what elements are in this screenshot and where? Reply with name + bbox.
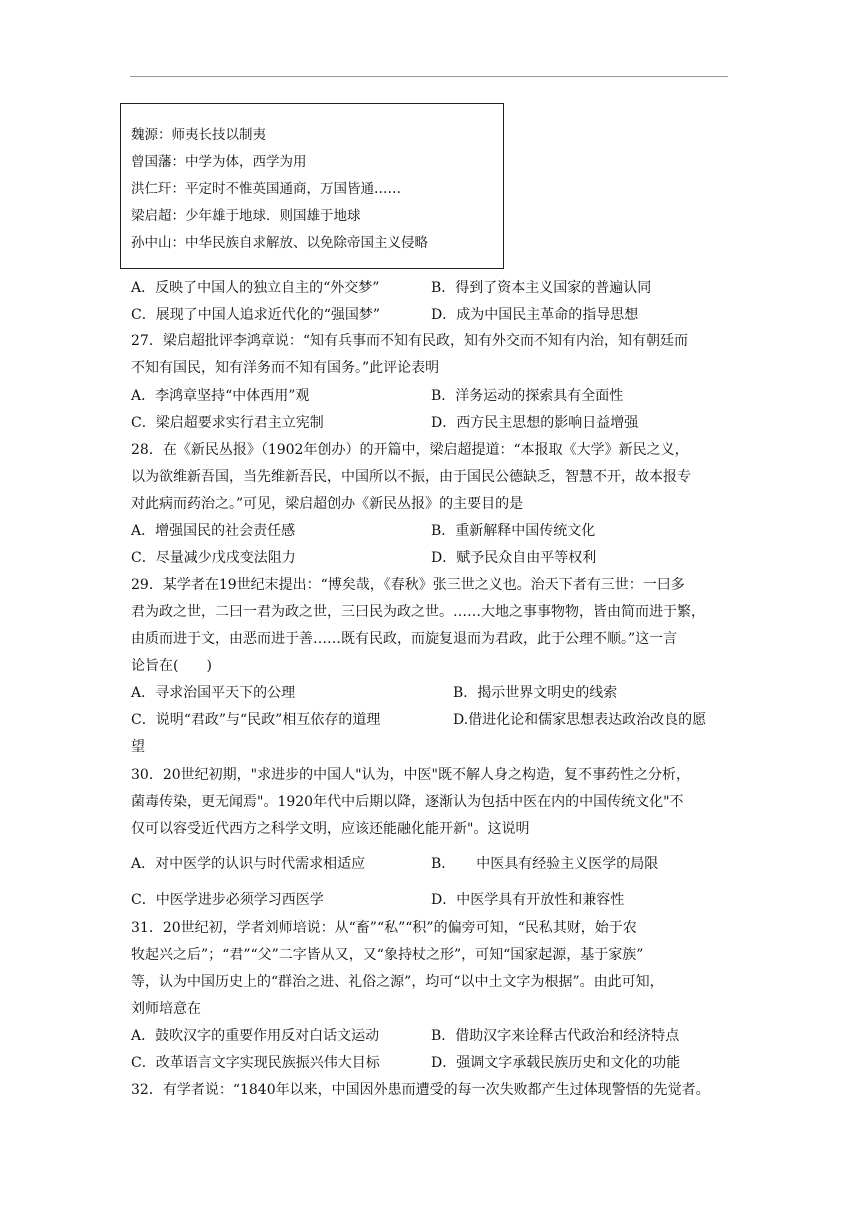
q30-option-a: A．对中医学的认识与时代需求相适应: [131, 856, 366, 872]
q27-stem-line-2: 不知有国民，知有洋务而不知有国务。”此评论表明: [131, 360, 440, 376]
quote-hong-rengan: 洪仁玕：平定时不惟英国通商，万国皆通……: [131, 181, 401, 197]
q29-option-a: A．寻求治国平天下的公理: [131, 685, 296, 701]
q31-option-d: D．强调文字承载民族历史和文化的功能: [431, 1055, 681, 1071]
q27-option-c: C．梁启超要求实行君主立宪制: [131, 415, 324, 431]
quote-liang-qichao: 梁启超：少年雄于地球．则国雄于地球: [131, 208, 361, 224]
q29-option-c: C．说明“君政”与“民政”相互依存的道理: [131, 712, 381, 728]
q30-option-c: C．中医学进步必须学习西医学: [131, 892, 324, 908]
q30-option-d: D．中医学具有开放性和兼容性: [431, 892, 625, 908]
q32-stem-line-1: 32．有学者说：“1840年以来，中国因外患而遭受的每一次失败都产生过体现警悟的先觉者。: [131, 1082, 710, 1098]
q26-option-b: B．得到了资本主义国家的普遍认同: [431, 280, 652, 296]
q31-stem-line-2: 牧起兴之后”；“君”“父”二字皆从又，又“象持杖之形”，可知“国家起源，基于家族”: [131, 947, 644, 963]
q29-stem-line-1: 29．某学者在19世纪末提出：“博矣哉，《春秋》张三世之义也。治天下者有三世：一曰多: [131, 577, 685, 593]
header-rule: [130, 76, 728, 77]
q27-option-d: D．西方民主思想的影响日益增强: [431, 415, 639, 431]
q29-stem-line-4: 论旨在( ): [131, 658, 212, 674]
q29-stem-line-3: 由质而进于文，由恶而进于善……既有民政，而旋复退而为君政，此于公理不顺。”这一言: [131, 631, 678, 647]
q31-option-c: C．改革语言文字实现民族振兴伟大目标: [131, 1055, 380, 1071]
q30-stem-line-1: 30．20世纪初期，"求进步的中国人"认为，中医"既不解人身之构造，复不事药性之分析，: [131, 767, 690, 783]
q29-option-d-continued: 望: [131, 739, 145, 755]
q28-stem-line-3: 对此病而药治之。”可见，梁启超创办《新民丛报》的主要目的是: [131, 496, 524, 512]
q31-stem-line-4: 刘师培意在: [131, 1001, 201, 1017]
q28-option-b: B．重新解释中国传统文化: [431, 523, 596, 539]
q29-option-b: B．揭示世界文明史的线索: [453, 685, 618, 701]
q27-option-a: A．李鸿章坚持“中体西用”观: [131, 388, 310, 404]
q26-option-c: C．展现了中国人追求近代化的“强国梦”: [131, 307, 381, 323]
q28-stem-line-1: 28．在《新民丛报》（1902年创办）的开篇中，梁启超提道：“本报取《大学》新民之义，: [131, 442, 689, 458]
q28-option-c: C．尽量减少戊戌变法阻力: [131, 550, 296, 566]
q28-option-a: A．增强国民的社会责任感: [131, 523, 296, 539]
q30-option-b: B． 中医具有经验主义医学的局限: [431, 856, 659, 872]
quote-box: [120, 103, 504, 269]
quote-wei-yuan: 魏源：师夷长技以制夷: [131, 127, 266, 143]
q30-stem-line-2: 菌毒传染，更无闻焉"。1920年代中后期以降，逐渐认为包括中医在内的中国传统文化"不: [131, 794, 684, 810]
quote-sun-zhongshan: 孙中山：中华民族自求解放、以免除帝国主义侵略: [131, 235, 428, 251]
q28-stem-line-2: 以为欲维新吾国，当先维新吾民，中国所以不振，由于国民公德缺乏，智慧不开，故本报专: [131, 469, 691, 485]
q29-option-d: D.借进化论和儒家思想表达政治改良的愿: [453, 712, 707, 728]
q31-option-a: A．鼓吹汉字的重要作用反对白话文运动: [131, 1028, 380, 1044]
q29-stem-line-2: 君为政之世，二曰一君为政之世，三曰民为政之世。……大地之事事物物，皆由简而进于繁，: [131, 604, 705, 620]
q31-option-b: B．借助汉字来诠释古代政治和经济特点: [431, 1028, 680, 1044]
quote-zeng-guofan: 曾国藩：中学为体，西学为用: [131, 154, 307, 170]
q31-stem-line-1: 31．20世纪初，学者刘师培说：从“畜”“私”“积”的偏旁可知，“民私其财，始于农: [131, 920, 637, 936]
q26-option-d: D．成为中国民主革命的指导思想: [431, 307, 639, 323]
q26-option-a: A．反映了中国人的独立自主的“外交梦”: [131, 280, 380, 296]
q31-stem-line-3: 等，认为中国历史上的“群治之进、礼俗之源”，均可“以中土文字为根据”。由此可知，: [131, 974, 664, 990]
q27-stem-line-1: 27．梁启超批评李鸿章说：“知有兵事而不知有民政，知有外交而不知有内治，知有朝廷而: [131, 333, 688, 349]
q30-stem-line-3: 仅可以容受近代西方之科学文明，应该还能融化能开新"。这说明: [131, 821, 530, 837]
q28-option-d: D．赋予民众自由平等权利: [431, 550, 597, 566]
q27-option-b: B．洋务运动的探索具有全面性: [431, 388, 624, 404]
